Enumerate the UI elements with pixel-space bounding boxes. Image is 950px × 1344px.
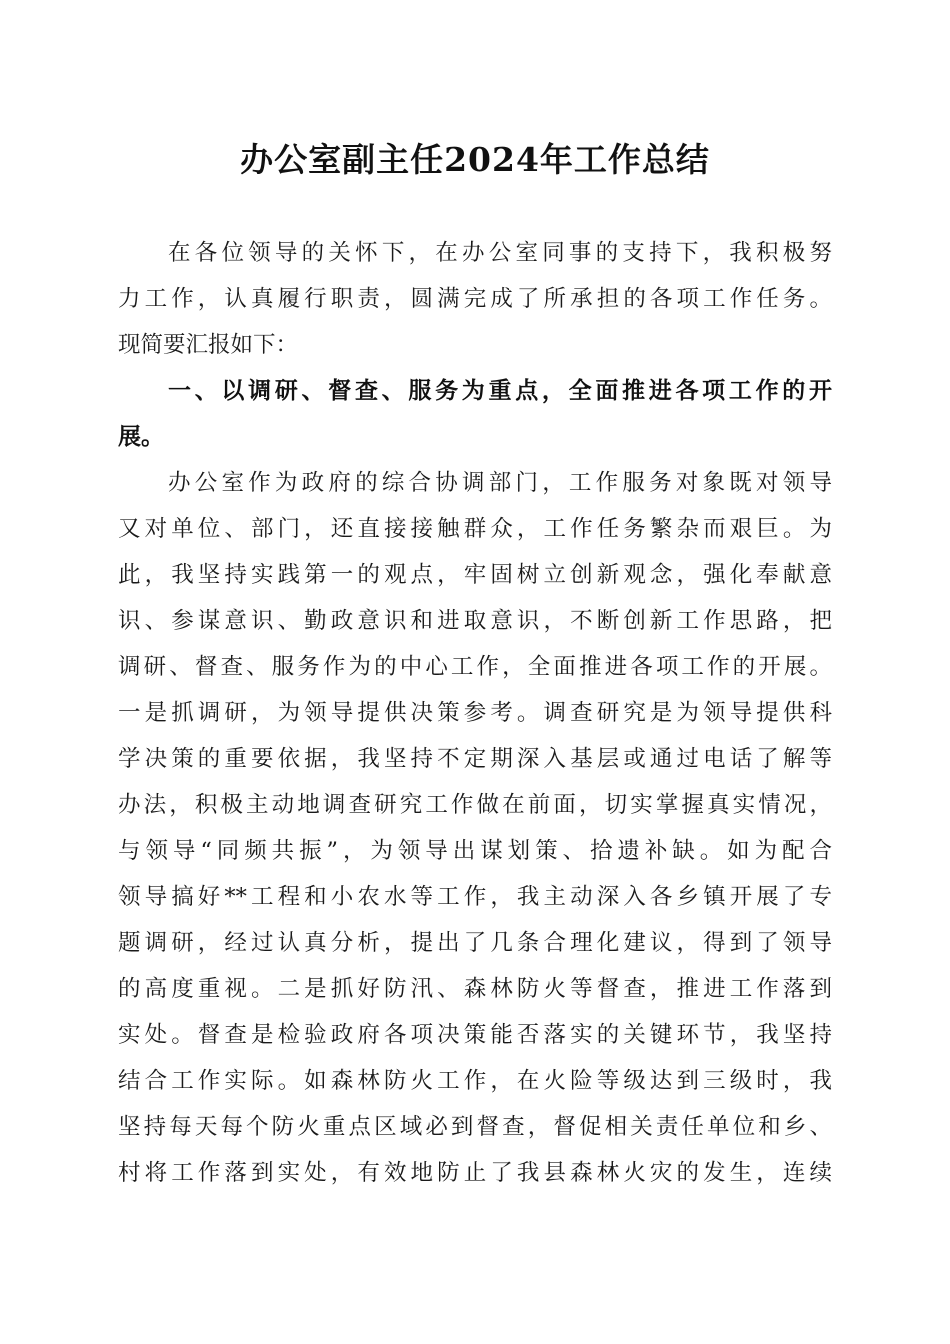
paragraph-line: 又对单位、部门，还直接接触群众，工作任务繁杂而艰巨。为 — [118, 516, 832, 542]
paragraph-line: 办法，积极主动地调查研究工作做在前面，切实掌握真实情况， — [118, 792, 832, 818]
paragraph-line: 实处。督查是检验政府各项决策能否落实的关键环节，我坚持 — [118, 1022, 832, 1048]
document-title: 办公室副主任2024年工作总结 — [240, 140, 710, 179]
paragraph-line: 调研、督查、服务作为的中心工作，全面推进各项工作的开展。 — [118, 654, 832, 680]
paragraph-line: 结合工作实际。如森林防火工作，在火险等级达到三级时，我 — [118, 1068, 832, 1094]
paragraph-line: 现简要汇报如下： — [118, 332, 299, 358]
paragraph-line: 与领导“同频共振”，为领导出谋划策、拾遗补缺。如为配合 — [118, 838, 832, 864]
paragraph-line: 题调研，经过认真分析，提出了几条合理化建议，得到了领导 — [118, 930, 832, 956]
paragraph-line: 的高度重视。二是抓好防汛、森林防火等督查，推进工作落到 — [118, 976, 832, 1002]
paragraph-line: 学决策的重要依据，我坚持不定期深入基层或通过电话了解等 — [118, 746, 832, 772]
paragraph-line: 坚持每天每个防火重点区域必到督查，督促相关责任单位和乡、 — [118, 1114, 832, 1140]
paragraph-line: 在各位领导的关怀下，在办公室同事的支持下，我积极努 — [168, 240, 832, 266]
section-heading-line: 展。 — [118, 424, 164, 450]
paragraph-line: 办公室作为政府的综合协调部门，工作服务对象既对领导 — [168, 470, 832, 496]
paragraph-line: 识、参谋意识、勤政意识和进取意识，不断创新工作思路，把 — [118, 608, 832, 634]
paragraph-line: 村将工作落到实处，有效地防止了我县森林火灾的发生，连续 — [118, 1160, 832, 1186]
paragraph-line: 一是抓调研，为领导提供决策参考。调查研究是为领导提供科 — [118, 700, 832, 726]
paragraph-line: 此，我坚持实践第一的观点，牢固树立创新观念，强化奉献意 — [118, 562, 832, 588]
paragraph-line: 领导搞好**工程和小农水等工作，我主动深入各乡镇开展了专 — [118, 884, 832, 910]
section-heading-line: 一、以调研、督查、服务为重点，全面推进各项工作的开 — [168, 378, 832, 404]
paragraph-line: 力工作，认真履行职责，圆满完成了所承担的各项工作任务。 — [118, 286, 832, 312]
